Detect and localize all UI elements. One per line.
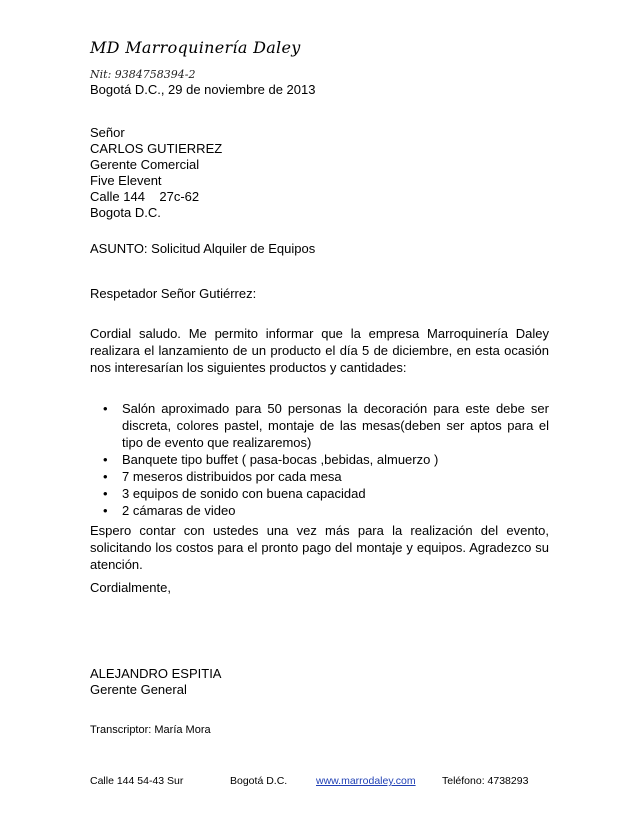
company-nit: Nit: 9384758394-2 [90, 68, 196, 81]
company-name: MD Marroquinería Daley [90, 38, 301, 57]
closing-paragraph: Espero contar con ustedes una vez más para la realización del evento, solicitando los costos para el pronto pago del montaje y equipos. Agradezco su atención. [90, 523, 549, 572]
list-item-text: 7 meseros distribuidos por cada mesa [122, 469, 342, 484]
list-item-text: Banquete tipo buffet ( pasa-bocas ,bebidas, almuerzo ) [122, 452, 439, 467]
recipient-salutation: Señor [90, 125, 125, 140]
recipient-city: Bogota D.C. [90, 205, 161, 220]
footer-phone: Teléfono: 4738293 [442, 775, 529, 787]
list-item [90, 400, 549, 451]
bullet-icon: • [103, 503, 108, 518]
footer-city: Bogotá D.C. [230, 775, 288, 787]
bullet-icon: • [103, 469, 108, 484]
recipient-company: Five Elevent [90, 173, 162, 188]
list-item [90, 485, 549, 502]
recipient-address: Calle 144 27c-62 [90, 189, 200, 204]
items-list [90, 400, 549, 519]
intro-paragraph: Cordial saludo. Me permito informar que la empresa Marroquinería Daley realizara el lanzamiento de un producto el día 5 de diciembre, en esta ocasión nos interesarían los siguientes productos y cantidades: [90, 326, 549, 375]
list-item [90, 451, 549, 468]
footer-website-link[interactable]: www.marrodaley.com [316, 775, 416, 787]
bullet-icon: • [103, 486, 108, 501]
footer-address: Calle 144 54-43 Sur [90, 775, 184, 787]
subject-line: ASUNTO: Solicitud Alquiler de Equipos [90, 241, 316, 256]
list-item-text: 2 cámaras de video [122, 503, 236, 518]
letter-page [90, 0, 549, 826]
list-item [90, 502, 549, 519]
list-item-text: Salón aproximado para 50 personas la decoración para este debe ser discreta, colores pastel, montaje de las mesas(deben ser aptos para el tipo de evento que realizaremos) [122, 401, 549, 450]
sign-off: Cordialmente, [90, 580, 171, 595]
bullet-icon: • [103, 401, 108, 416]
recipient-position: Gerente Comercial [90, 157, 200, 172]
signer-position: Gerente General [90, 682, 187, 697]
recipient-name: CARLOS GUTIERREZ [90, 141, 223, 156]
bullet-icon: • [103, 452, 108, 467]
date-line: Bogotá D.C., 29 de noviembre de 2013 [90, 82, 316, 97]
transcriptor-note: Transcriptor: María Mora [90, 724, 211, 736]
list-item-text: 3 equipos de sonido con buena capacidad [122, 486, 366, 501]
list-item [90, 468, 549, 485]
signer-name: ALEJANDRO ESPITIA [90, 666, 222, 681]
greeting: Respetador Señor Gutiérrez: [90, 286, 257, 301]
